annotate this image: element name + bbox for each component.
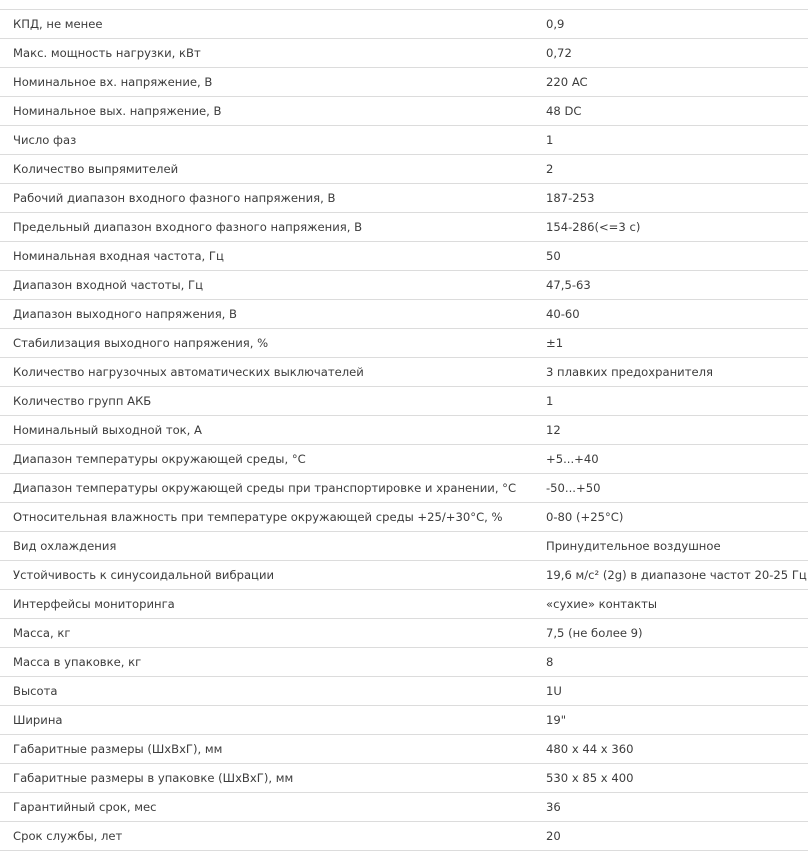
spec-label: Число фаз xyxy=(0,126,534,155)
table-row xyxy=(0,474,808,503)
table-row xyxy=(0,126,808,155)
spec-value: 2 xyxy=(534,155,808,184)
spec-value: 40-60 xyxy=(534,300,808,329)
table-row xyxy=(0,503,808,532)
spec-value: «сухие» контакты xyxy=(534,590,808,619)
spec-label: Диапазон температуры окружающей среды, °С xyxy=(0,445,534,474)
spec-label: Масса, кг xyxy=(0,619,534,648)
table-row xyxy=(0,735,808,764)
table-row xyxy=(0,561,808,590)
table-row xyxy=(0,10,808,39)
spec-value: 0-80 (+25°С) xyxy=(534,503,808,532)
spec-value: 220 AC xyxy=(534,68,808,97)
spec-label: Номинальное вых. напряжение, В xyxy=(0,97,534,126)
spec-label: Диапазон выходного напряжения, В xyxy=(0,300,534,329)
spec-label: Количество групп АКБ xyxy=(0,387,534,416)
spec-label: Количество выпрямителей xyxy=(0,155,534,184)
specifications-table-body xyxy=(0,10,808,851)
spec-value: 7,5 (не более 9) xyxy=(534,619,808,648)
spec-value: 50 xyxy=(534,242,808,271)
spec-value: 19" xyxy=(534,706,808,735)
spec-label: Стабилизация выходного напряжения, % xyxy=(0,329,534,358)
spec-value: 1U xyxy=(534,677,808,706)
table-row xyxy=(0,300,808,329)
table-row xyxy=(0,242,808,271)
table-row xyxy=(0,822,808,851)
specifications-table xyxy=(0,9,808,851)
spec-value: -50...+50 xyxy=(534,474,808,503)
table-row xyxy=(0,706,808,735)
spec-value: 0,72 xyxy=(534,39,808,68)
table-row xyxy=(0,213,808,242)
spec-label: Номинальная входная частота, Гц xyxy=(0,242,534,271)
spec-label: Гарантийный срок, мес xyxy=(0,793,534,822)
spec-label: Масса в упаковке, кг xyxy=(0,648,534,677)
table-row xyxy=(0,97,808,126)
spec-value: 530 х 85 х 400 xyxy=(534,764,808,793)
spec-value: 3 плавких предохранителя xyxy=(534,358,808,387)
spec-label: Ширина xyxy=(0,706,534,735)
spec-label: Габаритные размеры (ШхВхГ), мм xyxy=(0,735,534,764)
spec-label: Предельный диапазон входного фазного напряжения, В xyxy=(0,213,534,242)
spec-label: Высота xyxy=(0,677,534,706)
table-row xyxy=(0,416,808,445)
spec-label: Относительная влажность при температуре окружающей среды +25/+30°С, % xyxy=(0,503,534,532)
spec-label: Диапазон входной частоты, Гц xyxy=(0,271,534,300)
spec-label: Вид охлаждения xyxy=(0,532,534,561)
spec-label: Номинальный выходной ток, А xyxy=(0,416,534,445)
spec-value: 1 xyxy=(534,387,808,416)
table-row xyxy=(0,590,808,619)
table-row xyxy=(0,677,808,706)
spec-label: Номинальное вх. напряжение, В xyxy=(0,68,534,97)
spec-label: Интерфейсы мониторинга xyxy=(0,590,534,619)
spec-label: КПД, не менее xyxy=(0,10,534,39)
spec-label: Устойчивость к синусоидальной вибрации xyxy=(0,561,534,590)
table-row xyxy=(0,155,808,184)
spec-value: Принудительное воздушное xyxy=(534,532,808,561)
spec-value: 12 xyxy=(534,416,808,445)
spec-value: 19,6 м/с² (2g) в диапазоне частот 20-25 Гц xyxy=(534,561,808,590)
table-row xyxy=(0,271,808,300)
table-row xyxy=(0,619,808,648)
spec-label: Макс. мощность нагрузки, кВт xyxy=(0,39,534,68)
spec-value: +5...+40 xyxy=(534,445,808,474)
spec-label: Количество нагрузочных автоматических выключателей xyxy=(0,358,534,387)
table-row xyxy=(0,532,808,561)
spec-value: 8 xyxy=(534,648,808,677)
table-row xyxy=(0,793,808,822)
table-row xyxy=(0,358,808,387)
spec-value: 154-286(<=3 с) xyxy=(534,213,808,242)
spec-value: 187-253 xyxy=(534,184,808,213)
spec-label: Срок службы, лет xyxy=(0,822,534,851)
table-row xyxy=(0,764,808,793)
table-row xyxy=(0,184,808,213)
table-row xyxy=(0,329,808,358)
spec-value: 20 xyxy=(534,822,808,851)
spec-value: 48 DC xyxy=(534,97,808,126)
spec-label: Габаритные размеры в упаковке (ШхВхГ), мм xyxy=(0,764,534,793)
table-row xyxy=(0,387,808,416)
table-row xyxy=(0,39,808,68)
spec-label: Рабочий диапазон входного фазного напряжения, В xyxy=(0,184,534,213)
spec-value: 0,9 xyxy=(534,10,808,39)
spec-label: Диапазон температуры окружающей среды при транспортировке и хранении, °С xyxy=(0,474,534,503)
spec-value: 47,5-63 xyxy=(534,271,808,300)
table-row xyxy=(0,68,808,97)
spec-value: ±1 xyxy=(534,329,808,358)
spec-value: 480 х 44 х 360 xyxy=(534,735,808,764)
spec-value: 1 xyxy=(534,126,808,155)
table-row xyxy=(0,648,808,677)
spec-value: 36 xyxy=(534,793,808,822)
table-row xyxy=(0,445,808,474)
